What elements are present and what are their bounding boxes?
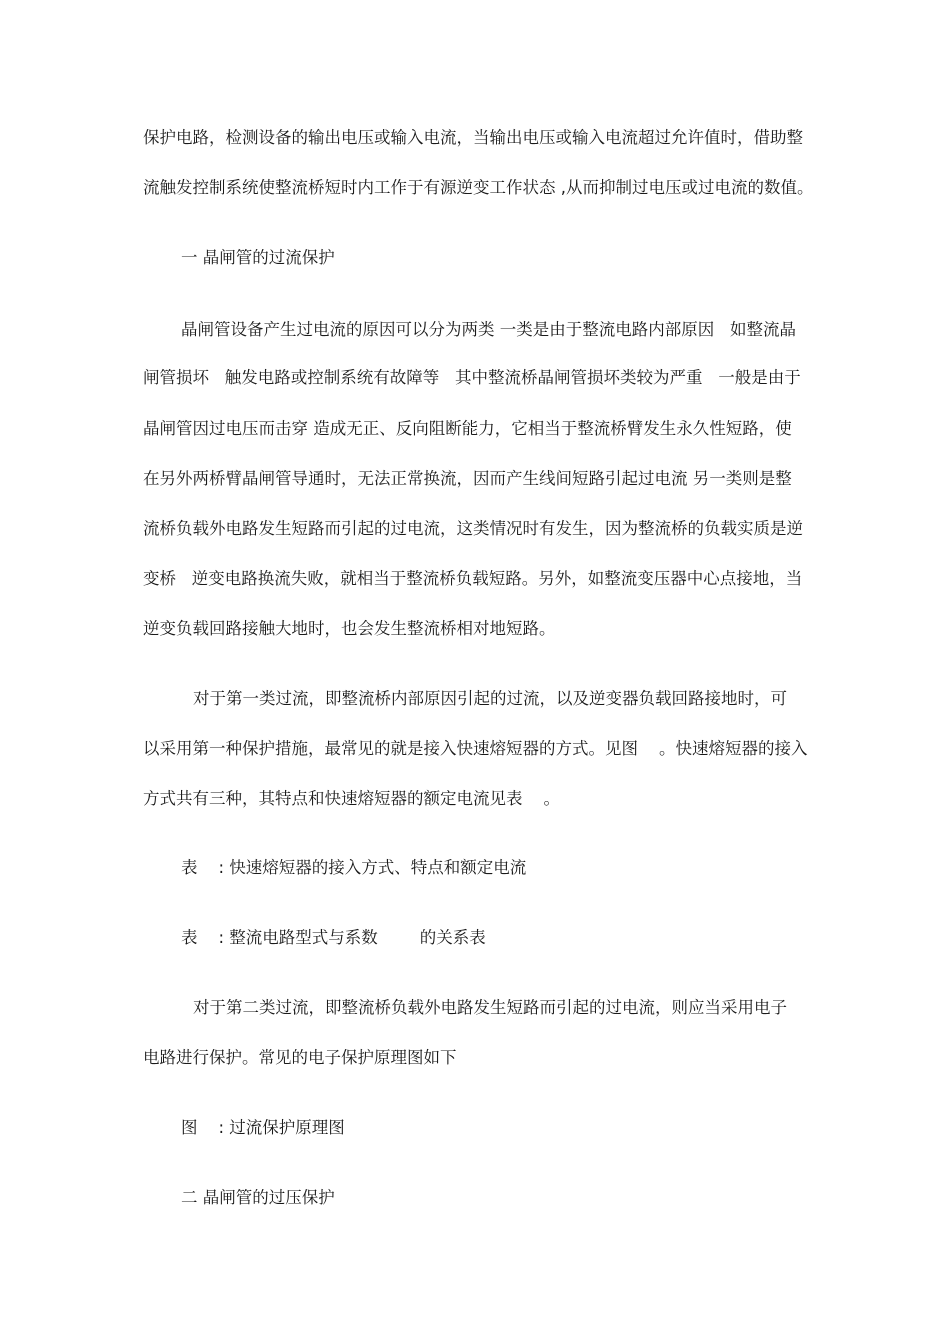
body-line: 在另外两桥臂晶闸管导通时，无法正常换流，因而产生线间短路引起过电流 另一类则是整 (143, 469, 792, 488)
body-line: 逆变负载回路接触大地时，也会发生整流桥相对地短路。 (143, 619, 556, 638)
body-line: 变桥 逆变电路换流失败，就相当于整流桥负载短路。另外，如整流变压器中心点接地，当 (143, 569, 803, 588)
section-heading: 二 晶闸管的过压保护 (181, 1188, 335, 1207)
body-line: 闸管损坏 触发电路或控制系统有故障等 其中整流桥晶闸管损坏类较为严重 一般是由于 (143, 368, 801, 387)
body-line: 保护电路，检测设备的输出电压或输入电流，当输出电压或输入电流超过允许值时，借助整 (143, 128, 803, 147)
section-heading: 一 晶闸管的过流保护 (181, 248, 335, 267)
body-line: 以采用第一种保护措施，最常见的就是接入快速熔短器的方式。见图 。快速熔短器的接入 (143, 739, 808, 758)
body-line: 流桥负载外电路发生短路而引起的过电流，这类情况时有发生，因为整流桥的负载实质是逆 (143, 519, 803, 538)
table-caption: 表 : 快速熔短器的接入方式、特点和额定电流 (181, 858, 527, 877)
figure-caption: 图 : 过流保护原理图 (181, 1118, 345, 1137)
body-line: 流触发控制系统使整流桥短时内工作于有源逆变工作状态 ,从而抑制过电压或过电流的数值。 (143, 178, 814, 197)
body-line: 对于第二类过流，即整流桥负载外电路发生短路而引起的过电流，则应当采用电子 (193, 998, 787, 1017)
table-caption: 表 : 整流电路型式与系数 的关系表 (181, 928, 486, 947)
body-line: 电路进行保护。常见的电子保护原理图如下 (143, 1048, 457, 1067)
body-line: 晶闸管因过电压而击穿 造成无正、反向阻断能力，它相当于整流桥臂发生永久性短路，使 (143, 419, 792, 438)
body-line: 对于第一类过流，即整流桥内部原因引起的过流，以及逆变器负载回路接地时，可 (193, 689, 787, 708)
body-line: 晶闸管设备产生过电流的原因可以分为两类 一类是由于整流电路内部原因 如整流晶 (181, 320, 796, 339)
body-line: 方式共有三种，其特点和快速熔短器的额定电流见表 。 (143, 789, 560, 808)
